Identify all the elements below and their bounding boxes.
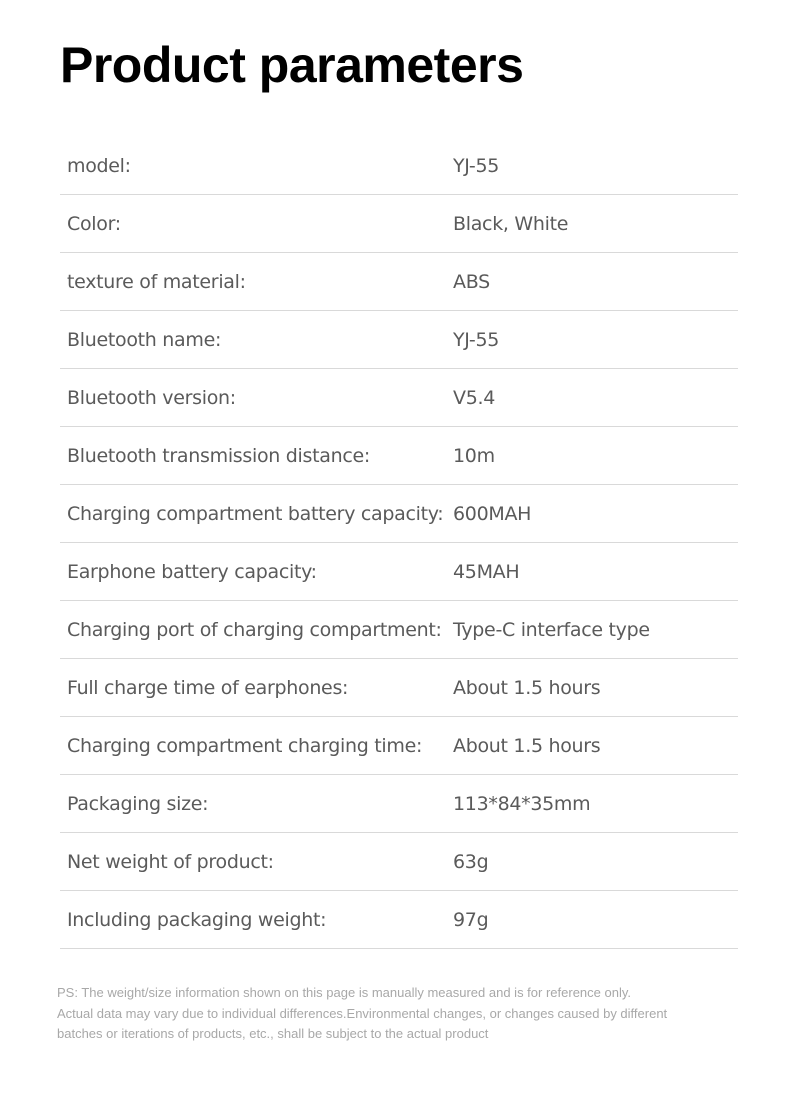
row-value: 63g bbox=[453, 851, 489, 873]
row-label: Packaging size: bbox=[67, 793, 209, 815]
row-label: Bluetooth transmission distance: bbox=[67, 445, 371, 467]
row-label: Charging compartment charging time: bbox=[67, 735, 423, 757]
row-value: Type-C interface type bbox=[453, 619, 650, 641]
footnote-line: batches or iterations of products, etc., shall be subject to the actual product bbox=[57, 1026, 489, 1041]
footnote-line: Actual data may vary due to individual differences.Environmental changes, or changes caused by different bbox=[57, 1005, 668, 1021]
table-row bbox=[60, 891, 738, 949]
table-row bbox=[60, 485, 738, 543]
table-row bbox=[60, 195, 738, 253]
table-row bbox=[60, 427, 738, 485]
row-label: Bluetooth version: bbox=[67, 387, 236, 409]
row-value: 45MAH bbox=[453, 561, 520, 583]
row-value: 97g bbox=[453, 909, 489, 931]
row-label: Color: bbox=[67, 213, 121, 235]
row-label: Bluetooth name: bbox=[67, 329, 222, 351]
row-value: YJ-55 bbox=[453, 155, 500, 177]
table-row bbox=[60, 775, 738, 833]
parameters-table bbox=[60, 137, 738, 949]
page-title: Product parameters bbox=[60, 37, 524, 93]
row-label: Charging port of charging compartment: bbox=[67, 619, 442, 641]
row-value: About 1.5 hours bbox=[453, 735, 601, 757]
table-row bbox=[60, 717, 738, 775]
row-value: 113*84*35mm bbox=[453, 793, 591, 815]
table-row bbox=[60, 543, 738, 601]
row-label: Including packaging weight: bbox=[67, 909, 327, 931]
row-value: ABS bbox=[453, 271, 490, 293]
row-label: texture of material: bbox=[67, 271, 246, 293]
row-value: 10m bbox=[453, 445, 495, 467]
table-row bbox=[60, 137, 738, 195]
disclaimer-footnote bbox=[57, 983, 757, 1045]
table-row bbox=[60, 833, 738, 891]
row-label: Net weight of product: bbox=[67, 851, 274, 873]
table-row bbox=[60, 311, 738, 369]
table-row bbox=[60, 253, 738, 311]
row-label: model: bbox=[67, 155, 131, 177]
table-row bbox=[60, 659, 738, 717]
row-label: Earphone battery capacity: bbox=[67, 561, 317, 583]
row-label: Charging compartment battery capacity: bbox=[67, 503, 444, 525]
footnote-line: PS: The weight/size information shown on this page is manually measured and is for reference only. bbox=[57, 985, 631, 1000]
row-value: YJ-55 bbox=[453, 329, 500, 351]
table-row bbox=[60, 369, 738, 427]
table-row bbox=[60, 601, 738, 659]
row-label: Full charge time of earphones: bbox=[67, 677, 349, 699]
row-value: About 1.5 hours bbox=[453, 677, 601, 699]
row-value: 600MAH bbox=[453, 503, 532, 525]
row-value: Black, White bbox=[453, 213, 569, 235]
row-value: V5.4 bbox=[453, 387, 496, 409]
